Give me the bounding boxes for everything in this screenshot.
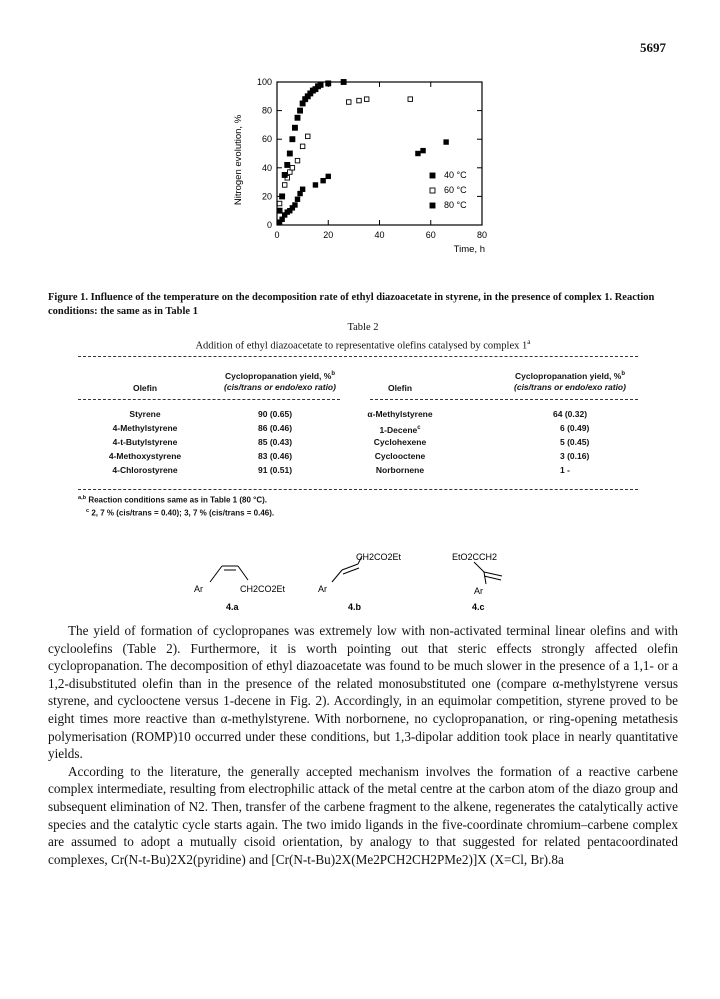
chart-point-40c — [298, 191, 303, 196]
figure-caption: Figure 1. Influence of the temperature on the decomposition rate of ethyl diazoacetate in styrene, in the presence of complex 1. Reaction conditions: the same as in Table 1 — [48, 292, 655, 317]
table-row-right-1-olefin: α-Methylstyrene — [367, 409, 433, 419]
page-number: 5697 — [640, 40, 666, 55]
chart-point-40c — [444, 140, 449, 145]
chart-point-60c — [306, 134, 311, 139]
chart-point-60c — [295, 158, 300, 163]
structure-4a-substituent: CH2CO2Et — [240, 584, 286, 594]
chart-x-axis-label: Time, h — [453, 244, 485, 255]
table-row-left-2-yield: 86 (0.46) — [258, 423, 293, 433]
chart-point-40c — [416, 151, 421, 156]
structure-4c-label: 4.c — [472, 602, 485, 612]
structure-4c-substituent: EtO2CCH2 — [452, 552, 498, 562]
chart-y-tick-label: 0 — [266, 220, 272, 230]
chart-legend-marker — [430, 203, 435, 208]
chart-point-60c — [408, 97, 413, 102]
chart-point-80c — [298, 108, 303, 113]
structure-4c-ar: Ar — [474, 586, 483, 596]
table-bottom-rule — [78, 489, 638, 490]
chart-point-80c — [282, 172, 287, 177]
structure-4b-substituent: CH2CO2Et — [356, 552, 402, 562]
table-header-rule-left — [78, 399, 340, 400]
table-row-left-2-olefin: 4-Methylstyrene — [112, 423, 178, 433]
table-row-right-2-yield: 6 (0.49) — [560, 423, 590, 433]
structure-4b-label: 4.b — [348, 602, 362, 612]
chart-point-40c — [295, 197, 300, 202]
table-subtitle: Addition of ethyl diazoacetate to representative olefins catalysed by complex 1$^a$ — [195, 337, 531, 352]
table-row-left-5-olefin: 4-Chlorostyrene — [112, 465, 178, 475]
table-footnote-ab: $^{a,b}$ Reaction conditions same as in Table 1 (80 °C). — [78, 495, 267, 505]
chart-x-tick-label: 60 — [425, 230, 436, 240]
table-header-rule-right — [370, 399, 638, 400]
table-header-olefin-left: Olefin — [132, 383, 158, 393]
chart-point-60c — [282, 183, 287, 188]
table-row-left-3-yield: 85 (0.43) — [258, 437, 293, 447]
table-row-right-2-olefin: 1-Decene$^c$ — [379, 424, 421, 435]
chart-y-tick-label: 20 — [261, 191, 272, 202]
chart-point-80c — [290, 137, 295, 142]
table-row-left-1-olefin: Styrene — [129, 409, 161, 419]
chart-point-80c — [295, 115, 300, 120]
table-number: Table 2 — [347, 322, 379, 333]
chart-y-axis-label: Nitrogen evolution, % — [233, 114, 244, 206]
chart-point-80c — [292, 125, 297, 130]
chart-x-tick-label: 40 — [374, 230, 385, 240]
chart-point-60c — [347, 100, 352, 105]
nitrogen-evolution-chart — [215, 72, 505, 272]
paragraph-2: According to the literature, the generally accepted mechanism involves the formation of a reactive carbene complex intermediate, resulting from electrophilic attack of the metal centre at the carbon atom of the diazo group and subsequent elimination of N2. Then, transfer of the carbene fragment to the alkene, regenerates the catalytically active species and the catalytic cycle starts again. The two imido ligands in the five-coordinate chromium–carbene complex are assumed to adopt a mutually cisoid orientation, by analogy to that suggested for related pentacoordinated complexes, Cr(N-t-Bu)2X2(pyridine) and [Cr(N-t-Bu)2X(Me2PCH2CH2PMe2)]X (X=Cl, Br).8a — [48, 763, 678, 867]
chart-point-80c — [341, 80, 346, 85]
chart-point-40c — [326, 174, 331, 179]
chart-point-40c — [293, 203, 298, 208]
chart-point-60c — [364, 97, 369, 102]
chart-point-60c — [357, 98, 362, 103]
table-top-rule — [78, 356, 638, 357]
table-footnote-c: $^c$ 2, 7 % (cis/trans = 0.40); 3, 7 % (cis/trans = 0.46). — [86, 508, 275, 518]
table-row-right-3-yield: 5 (0.45) — [560, 437, 590, 447]
chart-point-80c — [285, 162, 290, 167]
chart-point-60c — [300, 144, 305, 149]
chart-point-40c — [300, 187, 305, 192]
structure-4a-label: 4.a — [226, 602, 239, 612]
table-row-left-3-olefin: 4-t-Butylstyrene — [112, 437, 178, 447]
table-row-left-4-olefin: 4-Methoxystyrene — [108, 451, 182, 461]
paragraph-1: The yield of formation of cyclopropanes was extremely low with non-activated terminal linear olefins and with cycloolefins (Table 2). Furthermore, it is worth pointing out that steric effects strongly affected olefin cyclopropanation. The decomposition of ethyl diazoacetate was found to be much slower in the presence of a 1,1- or a 1,2-disubstituted olefin than in the presence of the related monosubstituted one (compare α-methylstyrene versus styrene, and cyclooctene versus 1-decene in Fig. 2). Accordingly, in an equimolar competition, styrene proved to be eight times more reactive than α-methylstyrene. With norbornene, no cyclopropanation, or ring-opening metathesis polymerisation (ROMP)10 occurred under these conditions, but 1,3-dipolar addition took place in nearly quantitative yields. — [48, 623, 678, 762]
chart-legend-label: 80 °C — [444, 200, 467, 210]
table-header-olefin-right: Olefin — [387, 383, 413, 393]
chart-point-60c — [277, 201, 282, 206]
chart-point-60c — [290, 166, 295, 171]
structure-4a — [210, 566, 248, 582]
structure-4b-ar: Ar — [318, 584, 327, 594]
chart-point-40c — [421, 148, 426, 153]
table-row-right-5-yield: 1 - — [560, 465, 570, 475]
table-row-right-4-yield: 3 (0.16) — [560, 451, 590, 461]
chart-y-tick-label: 80 — [261, 105, 272, 116]
chart-point-60c — [288, 170, 293, 175]
chart-x-tick-label: 0 — [274, 230, 280, 240]
structure-4a-ar: Ar — [194, 584, 203, 594]
chart-legend-marker — [430, 173, 435, 178]
table-header-yield-left: Cyclopropanation yield, %$^b$ (cis/trans or endo/exo ratio) — [224, 370, 336, 392]
chart-y-tick-label: 40 — [261, 162, 272, 173]
structure-4c — [474, 562, 502, 584]
chart-y-tick-label: 100 — [256, 77, 272, 87]
chart-y-tick-label: 60 — [261, 134, 272, 145]
chart-x-tick-label: 80 — [476, 230, 488, 240]
table-row-right-1-yield: 64 (0.32) — [553, 409, 588, 419]
table-title — [48, 321, 678, 354]
chart-legend-marker — [430, 188, 435, 193]
table-row-left-4-yield: 83 (0.46) — [258, 451, 293, 461]
chart-point-80c — [287, 151, 292, 156]
chart-point-40c — [280, 217, 285, 222]
table-row-right-5-olefin: Norbornene — [375, 465, 425, 475]
table-header-yield-right: Cyclopropanation yield, %$^b$ (cis/trans or endo/exo ratio) — [514, 370, 626, 392]
chart-x-tick-label: 20 — [323, 230, 334, 240]
body-text — [48, 622, 678, 868]
table-row-right-3-olefin: Cyclohexene — [373, 437, 427, 447]
chart-point-80c — [326, 81, 331, 86]
chart-legend-label: 60 °C — [444, 185, 467, 195]
table-row-left-1-yield: 90 (0.65) — [258, 409, 293, 419]
chemical-structures — [190, 550, 630, 618]
table-subtitle-footnote-mark: a — [527, 337, 531, 346]
chart-point-80c — [277, 208, 282, 213]
chart-point-40c — [321, 178, 326, 183]
chart-point-80c — [280, 194, 285, 199]
table-row-left-5-yield: 91 (0.51) — [258, 465, 293, 475]
chart-point-80c — [318, 82, 323, 87]
table-row-right-4-olefin: Cyclooctene — [374, 451, 426, 461]
chart-point-40c — [313, 183, 318, 188]
chart-legend-label: 40 °C — [444, 170, 467, 180]
